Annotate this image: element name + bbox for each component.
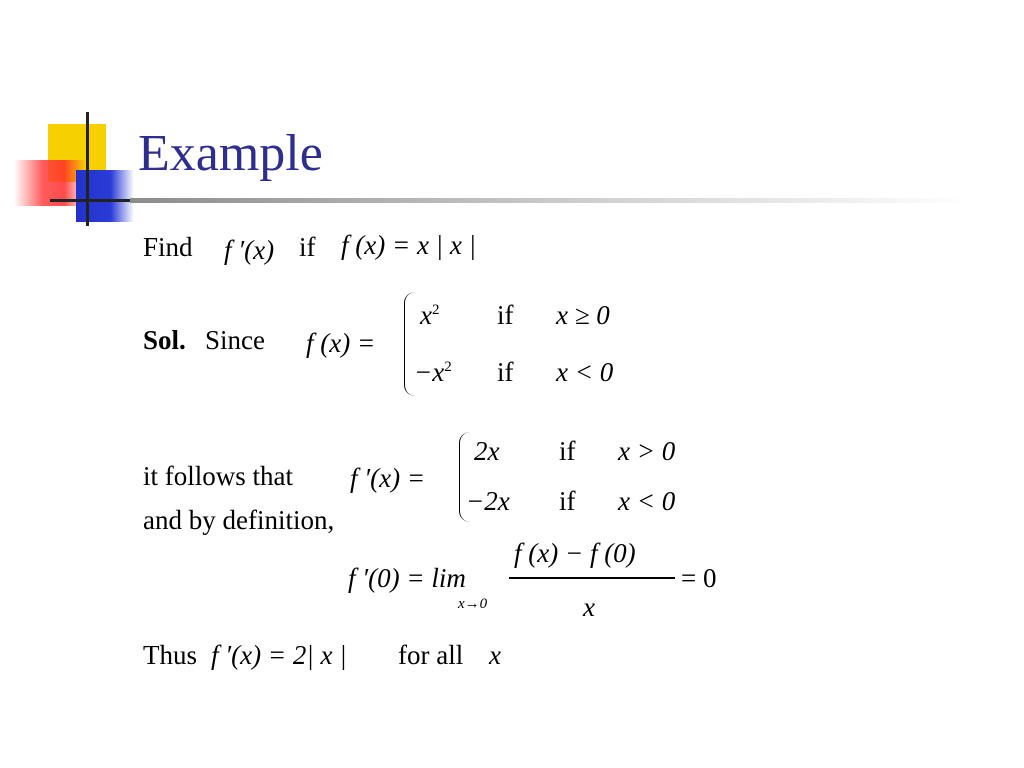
logo-blue-square [76,170,134,222]
fraction-bar [509,577,675,579]
fx-equals: f (x) = [306,328,376,358]
dcase1-expr: 2x [474,436,500,466]
case2-if: if [497,357,514,387]
dcase2-expr: −2x [466,486,510,516]
logo-horizontal-line [50,199,140,202]
title-underline [130,198,970,203]
slide-title: Example [138,125,323,182]
case1-if: if [497,300,514,330]
dcase2-if: if [559,486,576,516]
limit-denominator: x [583,592,595,622]
find-label: Find [143,232,193,262]
case2-condition: x < 0 [556,357,614,387]
fprime-of-x: f ′(x) [224,235,275,265]
since-label: Since [205,325,265,355]
limit-numerator: f (x) − f (0) [514,538,636,568]
limit-result: = 0 [681,563,717,593]
case2-exponent: 2 [444,359,452,375]
limit-lhs: f ′(0) = lim [348,563,466,593]
dcase2-condition: x < 0 [618,486,676,516]
limit-subscript: x→0 [458,596,488,612]
conclusion-expr: f ′(x) = 2| x | [211,640,347,670]
conclusion-var: x [489,640,501,670]
if-label: if [299,232,316,262]
case2-expr [414,357,452,388]
case1-base: x [420,300,432,330]
dcase1-if: if [559,436,576,466]
forall-label: for all [398,640,464,670]
logo-vertical-line [86,112,89,226]
case2-base: −x [414,357,445,387]
follows-label: it follows that [143,461,293,491]
case1-condition: x ≥ 0 [556,300,610,330]
definition-label: and by definition, [143,505,335,535]
fprime-equals: f ′(x) = [350,463,426,493]
function-definition: f (x) = x | x | [341,230,476,260]
thus-label: Thus [143,640,197,670]
case1-exponent: 2 [431,302,440,318]
case1-expr [420,300,439,331]
sol-label: Sol. [143,325,186,355]
dcase1-condition: x > 0 [618,436,676,466]
